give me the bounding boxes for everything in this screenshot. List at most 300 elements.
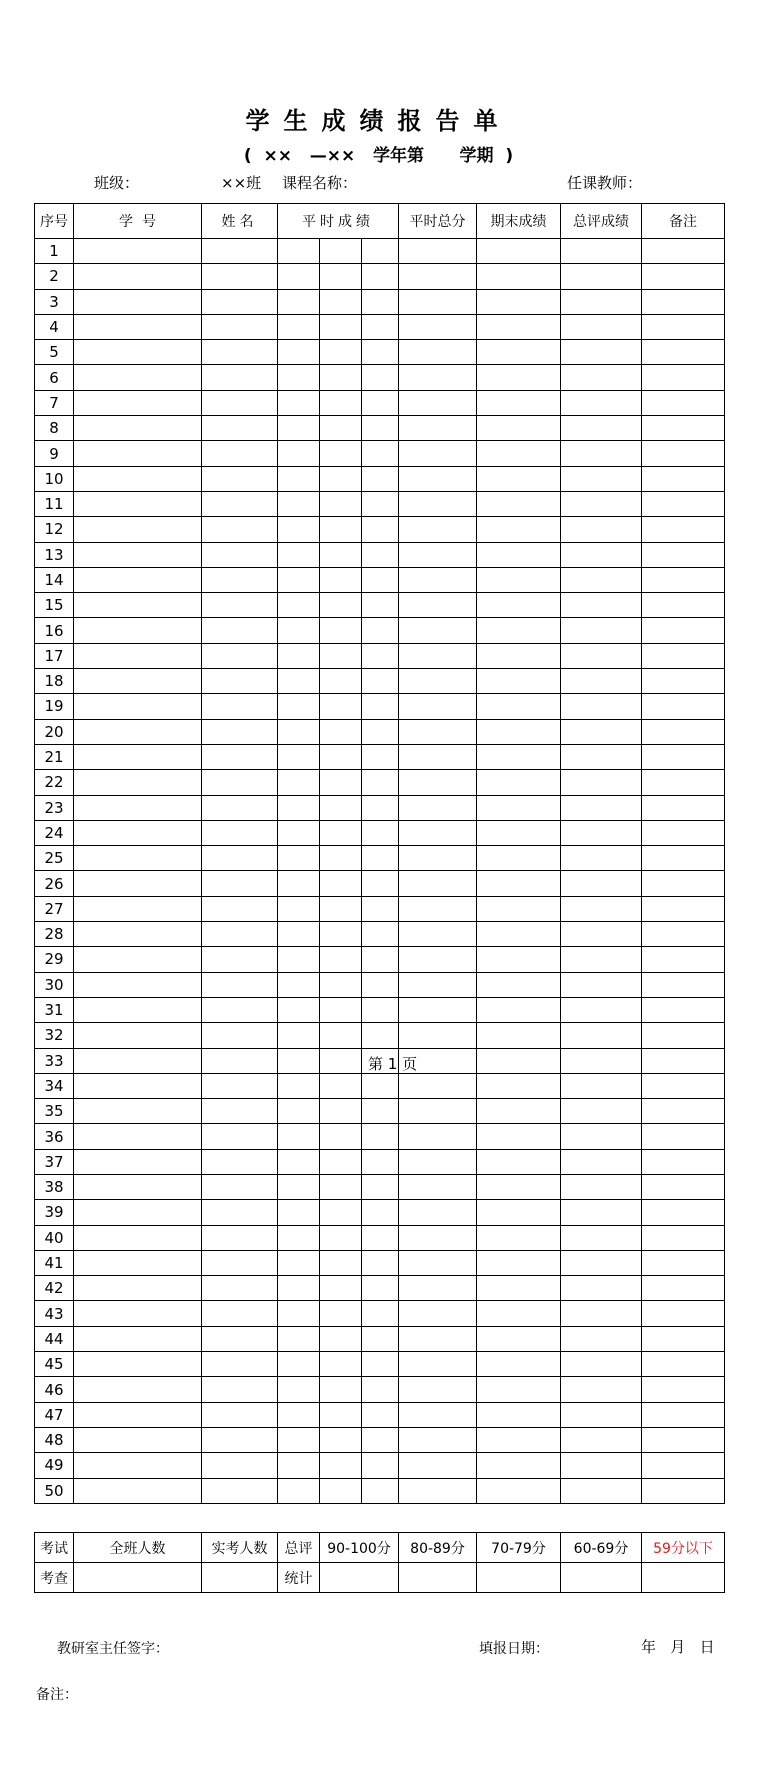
count-80-89[interactable] (399, 1563, 477, 1593)
student-id-cell[interactable] (74, 1149, 202, 1174)
regular-score-3-cell[interactable] (362, 922, 399, 947)
regular-score-3-cell[interactable] (362, 1250, 399, 1275)
overall-score-cell[interactable] (561, 1149, 642, 1174)
remarks-cell[interactable] (642, 643, 725, 668)
regular-total-cell[interactable] (399, 744, 477, 769)
regular-score-2-cell[interactable] (320, 1174, 362, 1199)
actual-students-value[interactable] (202, 1563, 278, 1593)
final-score-cell[interactable] (477, 1225, 561, 1250)
regular-score-2-cell[interactable] (320, 871, 362, 896)
remarks-cell[interactable] (642, 593, 725, 618)
remarks-cell[interactable] (642, 1225, 725, 1250)
student-id-cell[interactable] (74, 1225, 202, 1250)
regular-score-1-cell[interactable] (278, 846, 320, 871)
name-cell[interactable] (202, 643, 278, 668)
regular-score-2-cell[interactable] (320, 340, 362, 365)
name-cell[interactable] (202, 1099, 278, 1124)
overall-score-cell[interactable] (561, 719, 642, 744)
name-cell[interactable] (202, 314, 278, 339)
regular-score-2-cell[interactable] (320, 947, 362, 972)
regular-score-2-cell[interactable] (320, 972, 362, 997)
student-id-cell[interactable] (74, 416, 202, 441)
overall-score-cell[interactable] (561, 947, 642, 972)
final-score-cell[interactable] (477, 719, 561, 744)
name-cell[interactable] (202, 1048, 278, 1073)
overall-score-cell[interactable] (561, 1174, 642, 1199)
remarks-cell[interactable] (642, 1377, 725, 1402)
student-id-cell[interactable] (74, 1073, 202, 1098)
regular-score-2-cell[interactable] (320, 1149, 362, 1174)
final-score-cell[interactable] (477, 871, 561, 896)
regular-score-1-cell[interactable] (278, 1023, 320, 1048)
regular-score-1-cell[interactable] (278, 1402, 320, 1427)
regular-total-cell[interactable] (399, 795, 477, 820)
student-id-cell[interactable] (74, 1301, 202, 1326)
student-id-cell[interactable] (74, 871, 202, 896)
final-score-cell[interactable] (477, 820, 561, 845)
name-cell[interactable] (202, 441, 278, 466)
regular-score-3-cell[interactable] (362, 1174, 399, 1199)
remarks-cell[interactable] (642, 289, 725, 314)
regular-score-3-cell[interactable] (362, 1149, 399, 1174)
overall-score-cell[interactable] (561, 1124, 642, 1149)
student-id-cell[interactable] (74, 542, 202, 567)
overall-score-cell[interactable] (561, 517, 642, 542)
regular-score-3-cell[interactable] (362, 1402, 399, 1427)
regular-total-cell[interactable] (399, 264, 477, 289)
student-id-cell[interactable] (74, 669, 202, 694)
student-id-cell[interactable] (74, 922, 202, 947)
regular-score-1-cell[interactable] (278, 922, 320, 947)
regular-score-1-cell[interactable] (278, 1276, 320, 1301)
name-cell[interactable] (202, 517, 278, 542)
name-cell[interactable] (202, 542, 278, 567)
regular-score-1-cell[interactable] (278, 491, 320, 516)
regular-score-2-cell[interactable] (320, 846, 362, 871)
overall-score-cell[interactable] (561, 1225, 642, 1250)
regular-score-3-cell[interactable] (362, 820, 399, 845)
final-score-cell[interactable] (477, 744, 561, 769)
regular-score-2-cell[interactable] (320, 1276, 362, 1301)
regular-score-1-cell[interactable] (278, 1149, 320, 1174)
regular-total-cell[interactable] (399, 390, 477, 415)
regular-score-2-cell[interactable] (320, 1225, 362, 1250)
regular-score-3-cell[interactable] (362, 567, 399, 592)
regular-total-cell[interactable] (399, 1099, 477, 1124)
regular-score-3-cell[interactable] (362, 1099, 399, 1124)
final-score-cell[interactable] (477, 896, 561, 921)
regular-score-1-cell[interactable] (278, 820, 320, 845)
name-cell[interactable] (202, 896, 278, 921)
remarks-cell[interactable] (642, 871, 725, 896)
regular-score-1-cell[interactable] (278, 947, 320, 972)
student-id-cell[interactable] (74, 1023, 202, 1048)
regular-score-2-cell[interactable] (320, 1352, 362, 1377)
regular-score-2-cell[interactable] (320, 744, 362, 769)
overall-score-cell[interactable] (561, 871, 642, 896)
regular-total-cell[interactable] (399, 593, 477, 618)
remarks-cell[interactable] (642, 922, 725, 947)
student-id-cell[interactable] (74, 517, 202, 542)
name-cell[interactable] (202, 947, 278, 972)
regular-score-2-cell[interactable] (320, 1099, 362, 1124)
regular-total-cell[interactable] (399, 846, 477, 871)
regular-score-2-cell[interactable] (320, 922, 362, 947)
regular-score-2-cell[interactable] (320, 1124, 362, 1149)
regular-score-3-cell[interactable] (362, 314, 399, 339)
regular-total-cell[interactable] (399, 1149, 477, 1174)
name-cell[interactable] (202, 1326, 278, 1351)
regular-score-2-cell[interactable] (320, 1200, 362, 1225)
regular-score-3-cell[interactable] (362, 340, 399, 365)
overall-score-cell[interactable] (561, 1453, 642, 1478)
regular-total-cell[interactable] (399, 1250, 477, 1275)
regular-total-cell[interactable] (399, 1402, 477, 1427)
regular-score-3-cell[interactable] (362, 239, 399, 264)
regular-total-cell[interactable] (399, 441, 477, 466)
final-score-cell[interactable] (477, 264, 561, 289)
overall-score-cell[interactable] (561, 1326, 642, 1351)
remarks-cell[interactable] (642, 491, 725, 516)
regular-score-1-cell[interactable] (278, 972, 320, 997)
name-cell[interactable] (202, 922, 278, 947)
remarks-cell[interactable] (642, 567, 725, 592)
overall-score-cell[interactable] (561, 1276, 642, 1301)
regular-total-cell[interactable] (399, 365, 477, 390)
remarks-cell[interactable] (642, 1276, 725, 1301)
regular-score-3-cell[interactable] (362, 264, 399, 289)
student-id-cell[interactable] (74, 846, 202, 871)
remarks-cell[interactable] (642, 517, 725, 542)
student-id-cell[interactable] (74, 744, 202, 769)
remarks-cell[interactable] (642, 390, 725, 415)
overall-score-cell[interactable] (561, 694, 642, 719)
regular-score-2-cell[interactable] (320, 264, 362, 289)
overall-score-cell[interactable] (561, 820, 642, 845)
name-cell[interactable] (202, 795, 278, 820)
remarks-cell[interactable] (642, 1124, 725, 1149)
regular-score-1-cell[interactable] (278, 1326, 320, 1351)
overall-score-cell[interactable] (561, 1250, 642, 1275)
final-score-cell[interactable] (477, 922, 561, 947)
regular-total-cell[interactable] (399, 1478, 477, 1503)
regular-score-3-cell[interactable] (362, 1453, 399, 1478)
overall-score-cell[interactable] (561, 744, 642, 769)
overall-score-cell[interactable] (561, 1099, 642, 1124)
name-cell[interactable] (202, 972, 278, 997)
name-cell[interactable] (202, 1250, 278, 1275)
regular-total-cell[interactable] (399, 997, 477, 1022)
regular-score-1-cell[interactable] (278, 669, 320, 694)
final-score-cell[interactable] (477, 770, 561, 795)
final-score-cell[interactable] (477, 669, 561, 694)
overall-score-cell[interactable] (561, 365, 642, 390)
student-id-cell[interactable] (74, 390, 202, 415)
remarks-cell[interactable] (642, 1326, 725, 1351)
regular-score-1-cell[interactable] (278, 340, 320, 365)
final-score-cell[interactable] (477, 1276, 561, 1301)
regular-score-3-cell[interactable] (362, 1023, 399, 1048)
regular-score-2-cell[interactable] (320, 441, 362, 466)
name-cell[interactable] (202, 491, 278, 516)
regular-score-1-cell[interactable] (278, 1250, 320, 1275)
regular-total-cell[interactable] (399, 491, 477, 516)
regular-score-3-cell[interactable] (362, 1225, 399, 1250)
regular-total-cell[interactable] (399, 669, 477, 694)
student-id-cell[interactable] (74, 1200, 202, 1225)
remarks-cell[interactable] (642, 795, 725, 820)
student-id-cell[interactable] (74, 694, 202, 719)
count-70-79[interactable] (477, 1563, 561, 1593)
final-score-cell[interactable] (477, 1478, 561, 1503)
regular-score-3-cell[interactable] (362, 618, 399, 643)
regular-score-3-cell[interactable] (362, 770, 399, 795)
regular-score-1-cell[interactable] (278, 896, 320, 921)
regular-score-1-cell[interactable] (278, 1301, 320, 1326)
regular-score-1-cell[interactable] (278, 314, 320, 339)
regular-total-cell[interactable] (399, 1427, 477, 1452)
final-score-cell[interactable] (477, 1377, 561, 1402)
regular-score-1-cell[interactable] (278, 694, 320, 719)
regular-score-3-cell[interactable] (362, 871, 399, 896)
student-id-cell[interactable] (74, 618, 202, 643)
regular-score-1-cell[interactable] (278, 1427, 320, 1452)
name-cell[interactable] (202, 846, 278, 871)
student-id-cell[interactable] (74, 997, 202, 1022)
regular-total-cell[interactable] (399, 567, 477, 592)
regular-score-1-cell[interactable] (278, 239, 320, 264)
final-score-cell[interactable] (477, 1099, 561, 1124)
regular-score-3-cell[interactable] (362, 744, 399, 769)
student-id-cell[interactable] (74, 1352, 202, 1377)
remarks-cell[interactable] (642, 314, 725, 339)
remarks-cell[interactable] (642, 1099, 725, 1124)
regular-total-cell[interactable] (399, 1377, 477, 1402)
regular-total-cell[interactable] (399, 1453, 477, 1478)
overall-score-cell[interactable] (561, 1352, 642, 1377)
student-id-cell[interactable] (74, 1453, 202, 1478)
name-cell[interactable] (202, 289, 278, 314)
name-cell[interactable] (202, 1073, 278, 1098)
name-cell[interactable] (202, 264, 278, 289)
final-score-cell[interactable] (477, 1023, 561, 1048)
student-id-cell[interactable] (74, 1124, 202, 1149)
name-cell[interactable] (202, 593, 278, 618)
regular-score-1-cell[interactable] (278, 744, 320, 769)
final-score-cell[interactable] (477, 643, 561, 668)
name-cell[interactable] (202, 770, 278, 795)
overall-score-cell[interactable] (561, 1402, 642, 1427)
regular-score-1-cell[interactable] (278, 1099, 320, 1124)
regular-total-cell[interactable] (399, 239, 477, 264)
regular-total-cell[interactable] (399, 922, 477, 947)
name-cell[interactable] (202, 1124, 278, 1149)
final-score-cell[interactable] (477, 846, 561, 871)
regular-score-3-cell[interactable] (362, 1276, 399, 1301)
remarks-cell[interactable] (642, 694, 725, 719)
regular-total-cell[interactable] (399, 1352, 477, 1377)
regular-score-2-cell[interactable] (320, 896, 362, 921)
overall-score-cell[interactable] (561, 795, 642, 820)
overall-score-cell[interactable] (561, 264, 642, 289)
student-id-cell[interactable] (74, 1478, 202, 1503)
remarks-cell[interactable] (642, 997, 725, 1022)
regular-score-2-cell[interactable] (320, 567, 362, 592)
name-cell[interactable] (202, 669, 278, 694)
name-cell[interactable] (202, 340, 278, 365)
overall-score-cell[interactable] (561, 1377, 642, 1402)
regular-score-3-cell[interactable] (362, 1200, 399, 1225)
regular-score-1-cell[interactable] (278, 416, 320, 441)
final-score-cell[interactable] (477, 1124, 561, 1149)
final-score-cell[interactable] (477, 997, 561, 1022)
remarks-cell[interactable] (642, 1453, 725, 1478)
regular-total-cell[interactable] (399, 1174, 477, 1199)
regular-score-2-cell[interactable] (320, 1402, 362, 1427)
final-score-cell[interactable] (477, 1427, 561, 1452)
overall-score-cell[interactable] (561, 972, 642, 997)
student-id-cell[interactable] (74, 643, 202, 668)
name-cell[interactable] (202, 466, 278, 491)
regular-score-3-cell[interactable] (362, 289, 399, 314)
remarks-cell[interactable] (642, 1174, 725, 1199)
overall-score-cell[interactable] (561, 542, 642, 567)
regular-score-1-cell[interactable] (278, 593, 320, 618)
remarks-cell[interactable] (642, 770, 725, 795)
regular-score-1-cell[interactable] (278, 1200, 320, 1225)
regular-score-3-cell[interactable] (362, 719, 399, 744)
final-score-cell[interactable] (477, 1174, 561, 1199)
regular-total-cell[interactable] (399, 466, 477, 491)
regular-score-2-cell[interactable] (320, 517, 362, 542)
regular-score-1-cell[interactable] (278, 542, 320, 567)
final-score-cell[interactable] (477, 1048, 561, 1073)
remarks-cell[interactable] (642, 542, 725, 567)
student-id-cell[interactable] (74, 365, 202, 390)
overall-score-cell[interactable] (561, 1023, 642, 1048)
regular-score-3-cell[interactable] (362, 1427, 399, 1452)
overall-score-cell[interactable] (561, 466, 642, 491)
name-cell[interactable] (202, 1200, 278, 1225)
overall-score-cell[interactable] (561, 618, 642, 643)
regular-total-cell[interactable] (399, 340, 477, 365)
overall-score-cell[interactable] (561, 441, 642, 466)
regular-score-3-cell[interactable] (362, 669, 399, 694)
overall-score-cell[interactable] (561, 1200, 642, 1225)
overall-score-cell[interactable] (561, 1301, 642, 1326)
overall-score-cell[interactable] (561, 567, 642, 592)
student-id-cell[interactable] (74, 264, 202, 289)
regular-total-cell[interactable] (399, 517, 477, 542)
regular-score-1-cell[interactable] (278, 365, 320, 390)
remarks-cell[interactable] (642, 365, 725, 390)
final-score-cell[interactable] (477, 1301, 561, 1326)
remarks-cell[interactable] (642, 340, 725, 365)
regular-score-1-cell[interactable] (278, 517, 320, 542)
regular-score-2-cell[interactable] (320, 997, 362, 1022)
regular-score-2-cell[interactable] (320, 1326, 362, 1351)
overall-score-cell[interactable] (561, 340, 642, 365)
regular-score-2-cell[interactable] (320, 1427, 362, 1452)
regular-total-cell[interactable] (399, 947, 477, 972)
student-id-cell[interactable] (74, 466, 202, 491)
regular-score-2-cell[interactable] (320, 1023, 362, 1048)
regular-score-1-cell[interactable] (278, 997, 320, 1022)
regular-score-2-cell[interactable] (320, 618, 362, 643)
final-score-cell[interactable] (477, 542, 561, 567)
final-score-cell[interactable] (477, 517, 561, 542)
remarks-cell[interactable] (642, 1478, 725, 1503)
regular-score-3-cell[interactable] (362, 593, 399, 618)
regular-score-2-cell[interactable] (320, 795, 362, 820)
regular-score-3-cell[interactable] (362, 643, 399, 668)
remarks-cell[interactable] (642, 820, 725, 845)
remarks-cell[interactable] (642, 466, 725, 491)
regular-score-1-cell[interactable] (278, 1048, 320, 1073)
student-id-cell[interactable] (74, 593, 202, 618)
student-id-cell[interactable] (74, 1377, 202, 1402)
overall-score-cell[interactable] (561, 896, 642, 921)
student-id-cell[interactable] (74, 340, 202, 365)
overall-score-cell[interactable] (561, 997, 642, 1022)
name-cell[interactable] (202, 744, 278, 769)
regular-score-1-cell[interactable] (278, 795, 320, 820)
student-id-cell[interactable] (74, 1427, 202, 1452)
regular-total-cell[interactable] (399, 972, 477, 997)
regular-total-cell[interactable] (399, 643, 477, 668)
name-cell[interactable] (202, 820, 278, 845)
regular-score-2-cell[interactable] (320, 289, 362, 314)
regular-total-cell[interactable] (399, 1326, 477, 1351)
regular-score-3-cell[interactable] (362, 466, 399, 491)
regular-score-1-cell[interactable] (278, 1377, 320, 1402)
regular-score-1-cell[interactable] (278, 719, 320, 744)
remarks-cell[interactable] (642, 1352, 725, 1377)
remarks-cell[interactable] (642, 1250, 725, 1275)
final-score-cell[interactable] (477, 239, 561, 264)
regular-total-cell[interactable] (399, 618, 477, 643)
regular-total-cell[interactable] (399, 1225, 477, 1250)
remarks-cell[interactable] (642, 719, 725, 744)
regular-score-2-cell[interactable] (320, 820, 362, 845)
regular-score-1-cell[interactable] (278, 1478, 320, 1503)
regular-score-3-cell[interactable] (362, 972, 399, 997)
student-id-cell[interactable] (74, 795, 202, 820)
final-score-cell[interactable] (477, 466, 561, 491)
regular-score-3-cell[interactable] (362, 416, 399, 441)
name-cell[interactable] (202, 1377, 278, 1402)
remarks-cell[interactable] (642, 239, 725, 264)
regular-total-cell[interactable] (399, 1073, 477, 1098)
regular-score-1-cell[interactable] (278, 567, 320, 592)
name-cell[interactable] (202, 1276, 278, 1301)
regular-total-cell[interactable] (399, 1023, 477, 1048)
overall-score-cell[interactable] (561, 1427, 642, 1452)
regular-score-2-cell[interactable] (320, 1073, 362, 1098)
name-cell[interactable] (202, 1453, 278, 1478)
final-score-cell[interactable] (477, 491, 561, 516)
regular-score-2-cell[interactable] (320, 1250, 362, 1275)
remarks-cell[interactable] (642, 1023, 725, 1048)
name-cell[interactable] (202, 365, 278, 390)
final-score-cell[interactable] (477, 314, 561, 339)
final-score-cell[interactable] (477, 618, 561, 643)
regular-total-cell[interactable] (399, 1200, 477, 1225)
final-score-cell[interactable] (477, 289, 561, 314)
remarks-cell[interactable] (642, 896, 725, 921)
remarks-cell[interactable] (642, 972, 725, 997)
name-cell[interactable] (202, 1478, 278, 1503)
